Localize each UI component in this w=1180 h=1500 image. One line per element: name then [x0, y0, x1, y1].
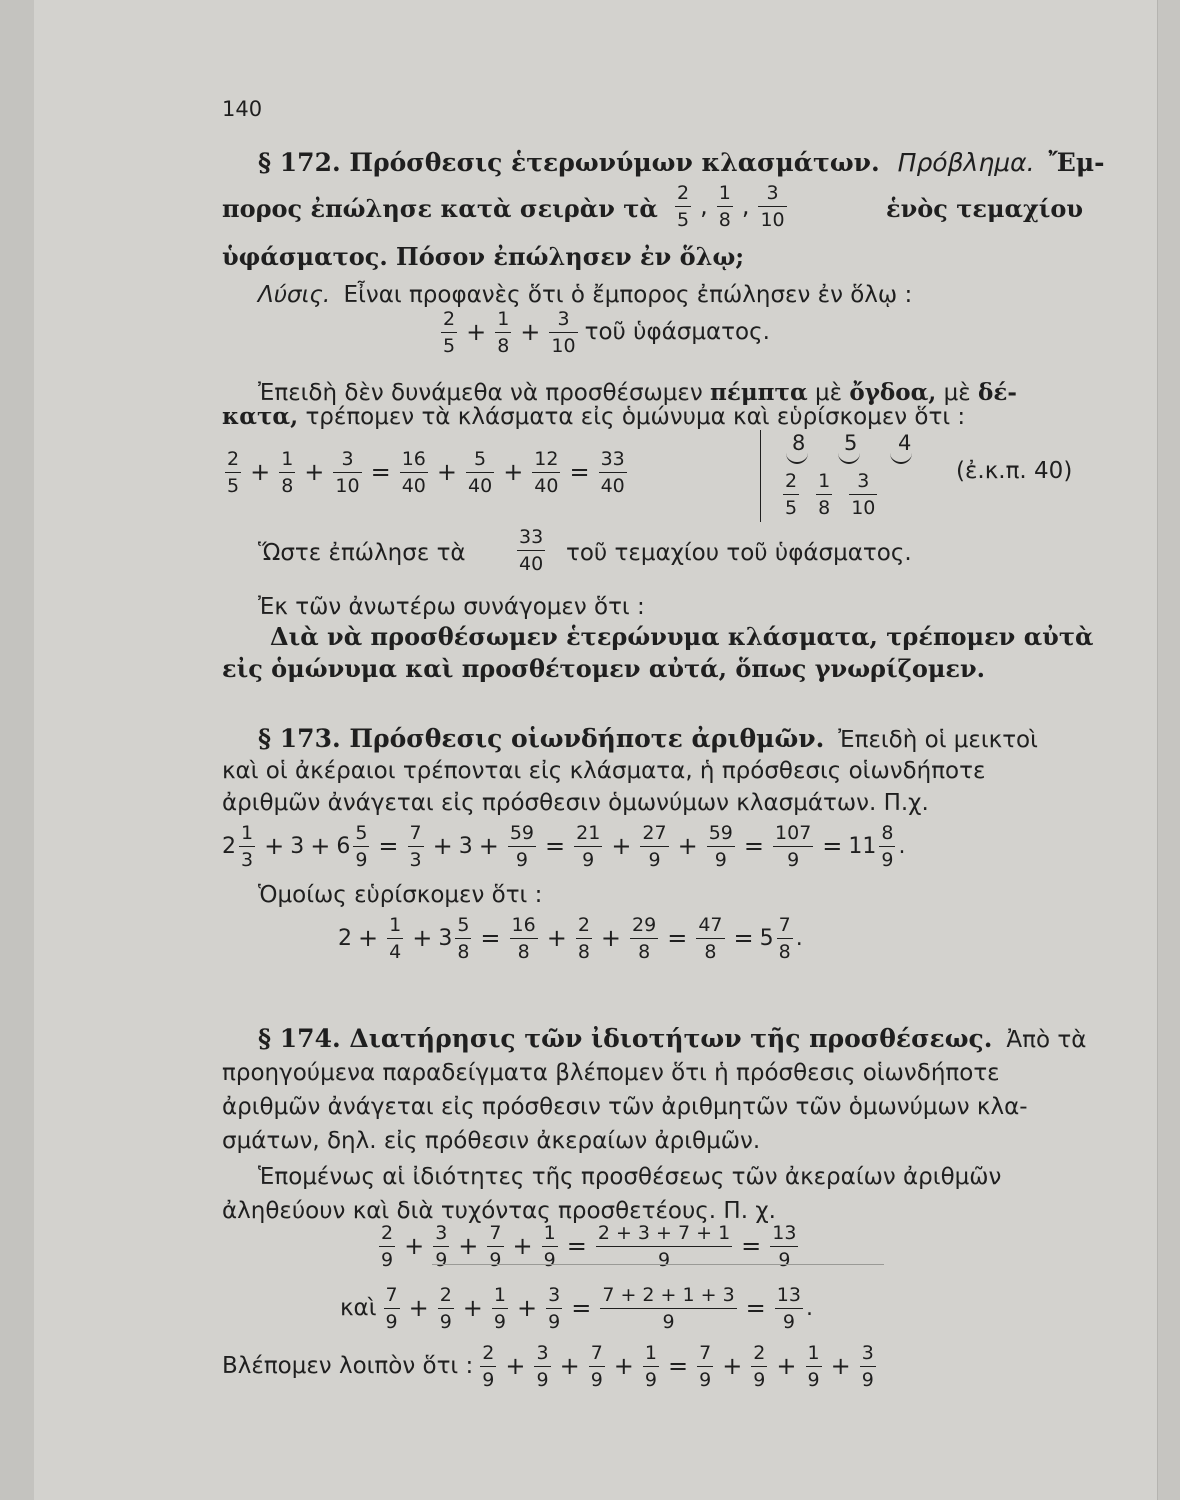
- bold-term: κατα,: [222, 403, 299, 430]
- denominator: 40: [468, 474, 493, 497]
- section-174-line1-tail: Ἀπὸ τὰ: [1006, 1027, 1087, 1053]
- denominator: 9: [662, 1310, 675, 1333]
- fraction: [492, 1284, 508, 1333]
- numerator: 5: [457, 913, 470, 936]
- solution-label: Λύσις.: [258, 282, 331, 308]
- equation-3: 2 $\frac{1}{3}$ + 3 + 6 $\frac{5}{9}$ = $\frac{7}{3}$ + 3 + $\frac{59}{9}$ = $\frac{21}{9}$ + $\frac{27}{9}$ + $\frac{59}{9}$ = $\frac{107}{9}$ = 11 $\frac{8}{9}$ .: [222, 821, 906, 871]
- denominator: 8: [818, 496, 831, 519]
- bold-term: πέμπτα: [710, 379, 808, 406]
- numerator: 3: [341, 447, 354, 470]
- text-run: Ἐπειδὴ δὲν δυνάμεθα νὰ προσθέσωμεν: [258, 380, 703, 406]
- text-run: Ὥστε ἐπώλησε τὰ: [258, 540, 466, 566]
- numerator: 1: [818, 469, 831, 492]
- equation-2: $\frac{2}{5}$ + $\frac{1}{8}$ + $\frac{3}{10}$ = $\frac{16}{40}$ + $\frac{5}{40}$ + $\frac{12}{40}$ = $\frac{33}{40}$: [227, 447, 625, 497]
- numerator: 1: [807, 1341, 820, 1364]
- section-172-heading: § 172. Πρόσθεσις ἑτερωνύμων κλασμάτων.: [258, 148, 880, 177]
- numerator: 3: [857, 469, 870, 492]
- section-174-line3: ἀριθμῶν ἀνάγεται εἰς πρόσθεσιν τῶν ἀριθμητῶν τῶν ὁμωνύμων κλα-: [222, 1094, 1028, 1120]
- fraction: [758, 182, 786, 231]
- integer: 2: [222, 833, 236, 859]
- numerator: 7: [409, 821, 422, 844]
- denominator: 9: [778, 1248, 791, 1271]
- numerator: 2: [482, 1341, 495, 1364]
- lcm-fractions: [780, 462, 880, 526]
- numerator: 7: [778, 913, 791, 936]
- fraction: [379, 1222, 395, 1271]
- fraction: [697, 1342, 713, 1391]
- denominator: 9: [439, 1310, 452, 1333]
- denominator: 8: [497, 334, 510, 357]
- conclusion-intro: Ἐκ τῶν ἀνωτέρω συνάγομεν ὅτι :: [258, 594, 645, 620]
- text-run: μὲ: [815, 380, 843, 406]
- denominator: 8: [778, 940, 791, 963]
- fraction: [816, 470, 832, 519]
- denominator: 9: [515, 848, 528, 871]
- fraction: [239, 822, 255, 871]
- numerator: 16: [511, 913, 536, 936]
- fraction: [225, 448, 241, 497]
- fraction: [751, 1342, 767, 1391]
- lcm-reference: (ἐ.κ.π. 40): [956, 458, 1073, 484]
- section-174-heading-line: [258, 1024, 1086, 1055]
- numerator: 2: [577, 913, 590, 936]
- fraction: [279, 448, 295, 497]
- denominator: 8: [517, 940, 530, 963]
- hoste-tail: τοῦ τεμαχίου τοῦ ὑφάσματος.: [566, 540, 912, 566]
- numerator: 5: [474, 447, 487, 470]
- text-run: τρέπομεν τὰ κλάσματα εἰς ὁμώνυμα καὶ εὑρίσκομεν ὅτι :: [305, 404, 966, 430]
- bold-term: δέ-: [978, 379, 1017, 406]
- numerator: 59: [708, 821, 733, 844]
- section-173-line1-tail: Ἐπειδὴ οἱ μεικτοὶ: [838, 727, 1038, 753]
- numerator: 1: [281, 447, 294, 470]
- equation-6: καὶ $\frac{7}{9}$ + $\frac{2}{9}$ + $\frac{1}{9}$ + $\frac{3}{9}$ = $\frac{7 + 2 + 1 + 3}{9}$ = $\frac{13}{9}$ .: [340, 1283, 813, 1333]
- fraction: [696, 914, 724, 963]
- numerator: 33: [600, 447, 625, 470]
- fraction: [777, 914, 793, 963]
- numerator: 2: [443, 307, 456, 330]
- integer: 2: [338, 925, 352, 951]
- fraction: [495, 308, 511, 357]
- numerator: 47: [698, 913, 723, 936]
- fraction: [675, 182, 691, 231]
- numerator: 5: [355, 821, 368, 844]
- denominator: 40: [600, 474, 625, 497]
- numerator: 7: [385, 1283, 398, 1306]
- integer: 3: [438, 925, 453, 951]
- denominator: 8: [457, 940, 470, 963]
- equation-1-tail: τοῦ ὑφάσματος.: [584, 319, 770, 345]
- hoste-fraction: [514, 518, 548, 582]
- fraction: [455, 914, 471, 963]
- integer: 3: [290, 833, 305, 859]
- numerator: 29: [632, 913, 657, 936]
- denominator: 10: [851, 496, 876, 519]
- denominator: 9: [861, 1368, 874, 1391]
- numerator: 2: [753, 1341, 766, 1364]
- hoste-line: [258, 538, 466, 568]
- page-number: 140: [222, 97, 263, 121]
- section-174-line2: προηγούμενα παραδείγματα βλέπομεν ὅτι ἡ πρόσθεσις οἱωνδήποτε: [222, 1060, 1000, 1086]
- table-divider: [760, 430, 761, 522]
- fraction: [849, 470, 877, 519]
- numerator: 3: [557, 307, 570, 330]
- equation-4: 2 + $\frac{1}{4}$ + 3 $\frac{5}{8}$ = $\frac{16}{8}$ + $\frac{2}{8}$ + $\frac{29}{8}$ = $\frac{47}{8}$ = 5 $\frac{7}{8}$ .: [338, 913, 803, 963]
- numerator: 3: [536, 1341, 549, 1364]
- denominator: 40: [534, 474, 559, 497]
- numerator: 3: [861, 1341, 874, 1364]
- numerator: 7: [590, 1341, 603, 1364]
- denominator: 9: [714, 848, 727, 871]
- section-173-heading: § 173. Πρόσθεσις οἱωνδήποτε ἀριθμῶν.: [258, 724, 825, 753]
- integer: 3: [458, 833, 473, 859]
- fraction: [589, 1342, 605, 1391]
- fraction: [630, 914, 658, 963]
- numerator: 1: [389, 913, 402, 936]
- numerator: 21: [576, 821, 601, 844]
- section-174-line4: σμάτων, δηλ. εἰς πρόθεσιν ἀκεραίων ἀριθμῶν.: [222, 1128, 761, 1154]
- rule-line2: εἰς ὁμώνυμα καὶ προσθέτομεν αὐτά, ὅπως γνωρίζομεν.: [222, 654, 986, 683]
- solution-text: Εἶναι προφανὲς ὅτι ὁ ἔμπορος ἐπώλησεν ἐν ὅλῳ :: [343, 282, 913, 308]
- denominator: 9: [482, 1368, 495, 1391]
- fraction: [717, 182, 733, 231]
- multiplier: 4: [898, 431, 912, 455]
- kai-word: καὶ: [340, 1295, 377, 1321]
- numerator: 27: [642, 821, 667, 844]
- fraction: [783, 470, 799, 519]
- denominator: 8: [281, 474, 294, 497]
- section-173-line2: καὶ οἱ ἀκέραιοι τρέπονται εἰς κλάσματα, ἡ πρόσθεσις οἱωνδήποτε: [222, 758, 986, 784]
- section-173-heading-line: [258, 724, 1038, 755]
- fraction: [534, 1342, 550, 1391]
- fraction: [384, 1284, 400, 1333]
- denominator: 5: [443, 334, 456, 357]
- denominator: 10: [335, 474, 360, 497]
- fraction: [517, 526, 545, 575]
- fraction: [775, 1284, 803, 1333]
- fraction: [333, 448, 361, 497]
- fraction: [600, 1284, 736, 1333]
- numerator: 1: [241, 821, 254, 844]
- denominator: 40: [519, 552, 544, 575]
- text-run: μὲ: [943, 380, 971, 406]
- denominator: 3: [409, 848, 422, 871]
- denominator: 9: [644, 1368, 657, 1391]
- fraction: [480, 1342, 496, 1391]
- denominator: 8: [704, 940, 717, 963]
- problem-fractions: $\frac{2}{5}$ , $\frac{1}{8}$ , $\frac{3}{10}$: [677, 181, 785, 231]
- numerator: 107: [775, 821, 812, 844]
- equation-1: $\frac{2}{5}$ + $\frac{1}{8}$ + $\frac{3}{10}$ τοῦ ὑφάσματος.: [443, 307, 770, 357]
- fraction: [353, 822, 369, 871]
- denominator: 9: [699, 1368, 712, 1391]
- fraction: [532, 448, 560, 497]
- rule-line1: Διὰ νὰ προσθέσωμεν ἑτερώνυμα κλάσματα, τρέπομεν αὐτὰ: [270, 622, 1094, 651]
- denominator: 10: [760, 208, 785, 231]
- equation-5: $\frac{2}{9}$ + $\frac{3}{9}$ + $\frac{7}{9}$ + $\frac{1}{9}$ = $\frac{2 + 3 + 7 + 1}{9}$ = $\frac{13}{9}$: [381, 1221, 797, 1271]
- denominator: 9: [536, 1368, 549, 1391]
- numerator: 1: [718, 181, 731, 204]
- numerator: 1: [644, 1341, 657, 1364]
- denominator: 9: [493, 1310, 506, 1333]
- fraction: [576, 914, 592, 963]
- numerator: 1: [493, 1283, 506, 1306]
- fraction: [879, 822, 895, 871]
- integer: 11: [848, 833, 877, 859]
- fraction: [773, 822, 813, 871]
- section-174-line5: Ἑπομένως αἱ ἰδιότητες τῆς προσθέσεως τῶν ἀκεραίων ἀριθμῶν: [258, 1164, 1002, 1190]
- numerator: 2: [439, 1283, 452, 1306]
- denominator: 4: [389, 940, 402, 963]
- numerator: 2 + 3 + 7 + 1: [597, 1221, 731, 1244]
- denominator: 9: [385, 1310, 398, 1333]
- fraction: [574, 822, 602, 871]
- integer: 6: [336, 833, 351, 859]
- fraction: [860, 1342, 876, 1391]
- fraction: [466, 448, 494, 497]
- denominator: 9: [489, 1248, 502, 1271]
- problem-line3: ὑφάσματος. Πόσον ἐπώλησεν ἐν ὅλῳ;: [222, 242, 745, 271]
- numerator: 3: [548, 1283, 561, 1306]
- denominator: 9: [355, 848, 368, 871]
- fraction: [806, 1342, 822, 1391]
- denominator: 10: [551, 334, 576, 357]
- numerator: 1: [543, 1221, 556, 1244]
- vlepomen-label: Βλέπομεν λοιπὸν ὅτι :: [222, 1353, 474, 1379]
- numerator: 2: [227, 447, 240, 470]
- numerator: 12: [534, 447, 559, 470]
- numerator: 3: [766, 181, 779, 204]
- brace-mark: [890, 452, 912, 464]
- denominator: 8: [638, 940, 651, 963]
- numerator: 2: [381, 1221, 394, 1244]
- fraction: [546, 1284, 562, 1333]
- denominator: 9: [782, 1310, 795, 1333]
- fraction: [643, 1342, 659, 1391]
- denominator: 9: [381, 1248, 394, 1271]
- section-173-line3: ἀριθμῶν ἀνάγεται εἰς πρόσθεσιν ὁμωνύμων κλασμάτων. Π.χ.: [222, 790, 929, 816]
- denominator: 9: [807, 1368, 820, 1391]
- problem-line2-start: πορος ἐπώλησε κατὰ σειρὰν τὰ: [222, 194, 658, 223]
- problem-line1-tail: Ἔμ-: [1048, 148, 1105, 177]
- numerator: 7: [699, 1341, 712, 1364]
- denominator: 5: [785, 496, 798, 519]
- numerator: 2: [785, 469, 798, 492]
- omoios-line: Ὁμοίως εὑρίσκομεν ὅτι :: [258, 882, 543, 908]
- fraction: [549, 308, 577, 357]
- denominator: 5: [677, 208, 690, 231]
- problem-label: Πρόβλημα.: [897, 148, 1035, 177]
- denominator: 9: [548, 1310, 561, 1333]
- numerator: 3: [435, 1221, 448, 1244]
- multiplier: 8: [792, 431, 806, 455]
- denominator: 9: [881, 848, 894, 871]
- denominator: 40: [401, 474, 426, 497]
- fraction: [640, 822, 668, 871]
- fraction: [508, 822, 536, 871]
- fraction: [707, 822, 735, 871]
- numerator: 59: [509, 821, 535, 844]
- numerator: 8: [881, 821, 894, 844]
- section-174-heading: § 174. Διατήρησις τῶν ἰδιοτήτων τῆς προσθέσεως.: [258, 1024, 993, 1053]
- fraction: [400, 448, 428, 497]
- numerator: 13: [776, 1283, 801, 1306]
- bleed-through-line: [432, 1264, 884, 1265]
- problem-line2-end: ἑνὸς τεμαχίου: [886, 194, 1084, 223]
- denominator: 9: [543, 1248, 556, 1271]
- denominator: 9: [787, 848, 800, 871]
- denominator: 9: [590, 1368, 603, 1391]
- denominator: 5: [227, 474, 240, 497]
- section-174-line6: ἀληθεύουν καὶ διὰ τυχόντας προσθετέους. Π. χ.: [222, 1198, 776, 1224]
- denominator: 9: [582, 848, 595, 871]
- denominator: 3: [241, 848, 254, 871]
- fraction: [438, 1284, 454, 1333]
- fraction: [510, 914, 538, 963]
- fraction: [387, 914, 403, 963]
- numerator: 2: [677, 181, 690, 204]
- denominator: 8: [577, 940, 590, 963]
- fraction: [441, 308, 457, 357]
- integer: 5: [759, 925, 774, 951]
- numerator: 7: [489, 1221, 502, 1244]
- denominator: 8: [718, 208, 731, 231]
- bold-term: ὄγδοα,: [849, 379, 937, 406]
- numerator: 7 + 2 + 1 + 3: [602, 1283, 735, 1306]
- denominator: 9: [435, 1248, 448, 1271]
- numerator: 1: [497, 307, 510, 330]
- numerator: 33: [519, 525, 544, 548]
- equation-7: Βλέπομεν λοιπὸν ὅτι : $\frac{2}{9}$ + $\frac{3}{9}$ + $\frac{7}{9}$ + $\frac{1}{9}$ = $\frac{7}{9}$ + $\frac{2}{9}$ + $\frac{1}{9}$ + $\frac{3}{9}$: [222, 1341, 874, 1391]
- denominator: 9: [657, 1248, 671, 1271]
- fraction: [408, 822, 424, 871]
- numerator: 13: [772, 1221, 797, 1244]
- fraction: [599, 448, 627, 497]
- denominator: 9: [648, 848, 661, 871]
- denominator: 9: [753, 1368, 766, 1391]
- numerator: 16: [401, 447, 426, 470]
- multiplier: 5: [844, 431, 858, 455]
